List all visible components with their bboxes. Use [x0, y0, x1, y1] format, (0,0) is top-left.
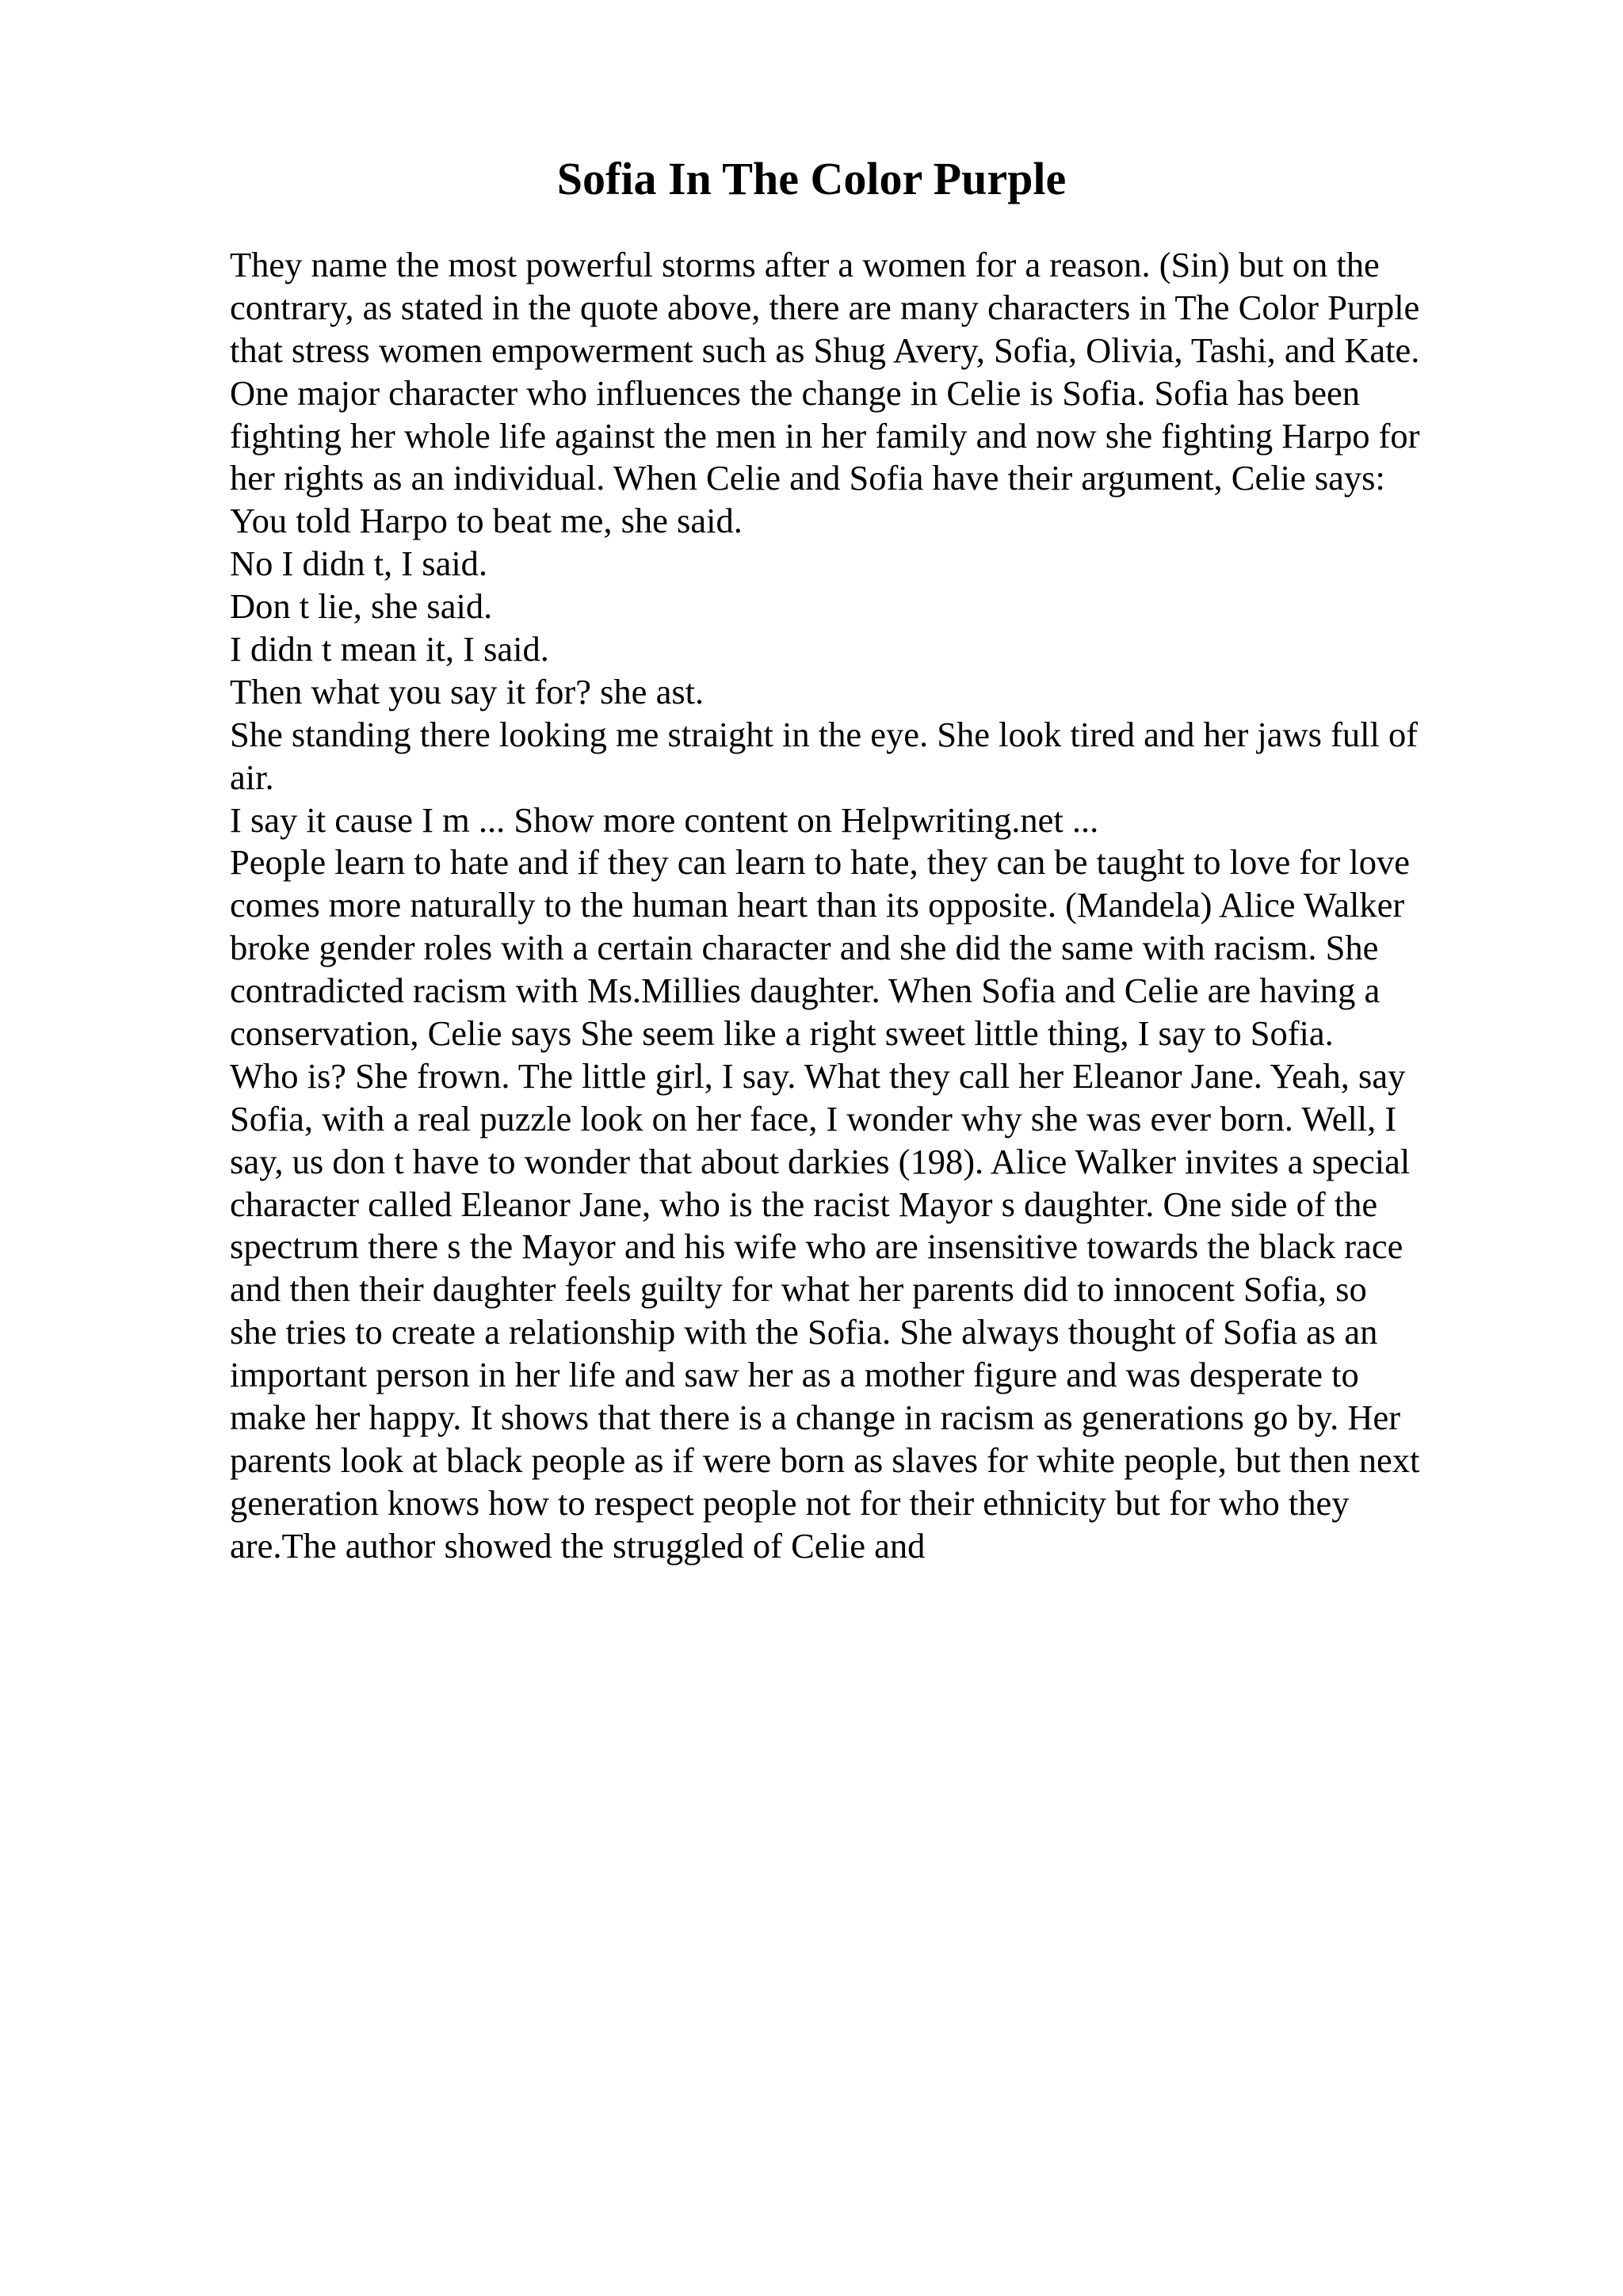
- body-text-line: character called Eleanor Jane, who is the racist Mayor s daughter. One side of the: [230, 1184, 1378, 1224]
- body-text-line: People learn to hate and if they can learn to hate, they can be taught to love for love: [230, 842, 1410, 883]
- body-text-line: Don t lie, she said.: [230, 586, 493, 627]
- body-text-line: her rights as an individual. When Celie and Sofia have their argument, Celie says:: [230, 458, 1385, 498]
- body-text-line: parents look at black people as if were born as slaves for white people, but then next: [230, 1440, 1420, 1480]
- body-text-line: You told Harpo to beat me, she said.: [230, 501, 743, 541]
- body-text-line: generation knows how to respect people not for their ethnicity but for who they: [230, 1482, 1350, 1523]
- body-text-line: She standing there looking me straight in the eye. She look tired and her jaws full of: [230, 714, 1419, 754]
- body-text-line: are.The author showed the struggled of Celie and: [230, 1525, 926, 1566]
- document-body: [230, 244, 1514, 1568]
- body-text-line: No I didn t, I said.: [230, 543, 488, 584]
- body-text-line: contrary, as stated in the quote above, there are many characters in The Color Purple: [230, 287, 1420, 327]
- body-text-line: important person in her life and saw her as a mother figure and was desperate to: [230, 1355, 1359, 1395]
- body-text-line: broke gender roles with a certain character and she did the same with racism. She: [230, 928, 1379, 968]
- body-text-line: she tries to create a relationship with the Sofia. She always thought of Sofia as an: [230, 1312, 1378, 1352]
- body-text-line: conservation, Celie says She seem like a right sweet little thing, I say to Sofia.: [230, 1013, 1334, 1054]
- body-text-line: I say it cause I m ... Show more content on Helpwriting.net ...: [230, 799, 1099, 840]
- body-text-line: and then their daughter feels guilty for what her parents did to innocent Sofia, so: [230, 1269, 1367, 1310]
- document-title: Sofia In The Color Purple: [556, 153, 1067, 204]
- body-text-line: that stress women empowerment such as Shug Avery, Sofia, Olivia, Tashi, and Kate.: [230, 330, 1420, 370]
- body-text-line: air.: [230, 757, 274, 797]
- body-text-line: say, us don t have to wonder that about darkies (198). Alice Walker invites a special: [230, 1141, 1411, 1181]
- body-text-line: I didn t mean it, I said.: [230, 629, 549, 669]
- body-text-line: spectrum there s the Mayor and his wife who are insensitive towards the black race: [230, 1226, 1403, 1267]
- body-text-line: Sofia, with a real puzzle look on her face, I wonder why she was ever born. Well, I: [230, 1098, 1397, 1138]
- body-text-line: make her happy. It shows that there is a change in racism as generations go by. Her: [230, 1398, 1401, 1438]
- body-text-line: fighting her whole life against the men in her family and now she fighting Harpo for: [230, 415, 1420, 456]
- body-text-line: comes more naturally to the human heart than its opposite. (Mandela) Alice Walker: [230, 885, 1405, 925]
- body-text-line: Who is? She frown. The little girl, I say. What they call her Eleanor Jane. Yeah, say: [230, 1055, 1406, 1096]
- body-text-line: contradicted racism with Ms.Millies daughter. When Sofia and Celie are having a: [230, 971, 1381, 1011]
- body-text-line: Then what you say it for? she ast.: [230, 671, 705, 711]
- body-text-line: One major character who influences the change in Celie is Sofia. Sofia has been: [230, 372, 1360, 413]
- body-text-line: They name the most powerful storms after a women for a reason. (Sin) but on the: [230, 245, 1380, 284]
